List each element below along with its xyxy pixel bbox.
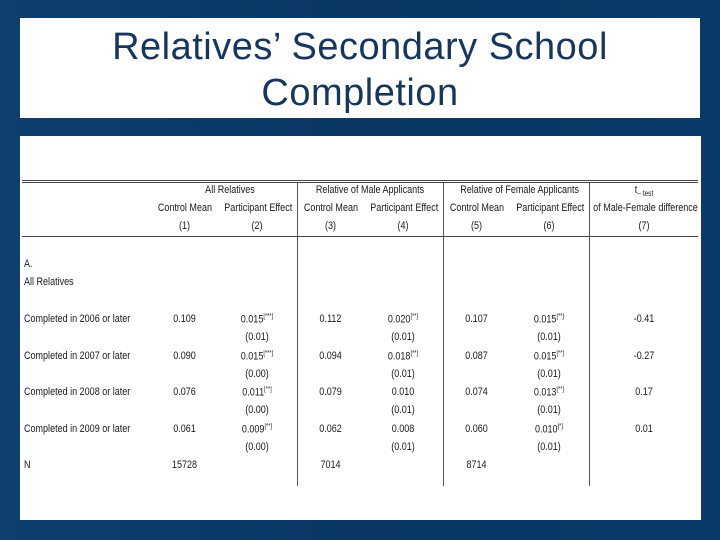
standard-error: (0.01) bbox=[537, 404, 561, 416]
table-cell bbox=[450, 313, 503, 325]
standard-error: (0.00) bbox=[245, 404, 269, 416]
cell-value: 0.013 bbox=[533, 386, 557, 399]
col-number-6: (6) bbox=[543, 220, 555, 232]
cell-value: 0.015 bbox=[240, 313, 264, 326]
cell-value: 0.061 bbox=[173, 422, 196, 435]
significance-marker: [*] bbox=[557, 422, 564, 430]
ttest-header-sub: – test bbox=[637, 189, 654, 199]
col-header-2: Participant Effect bbox=[224, 202, 293, 214]
significance-marker: [***] bbox=[263, 313, 274, 320]
cell-value: 0.087 bbox=[465, 349, 488, 362]
table-cell bbox=[516, 313, 582, 326]
header-rule bbox=[22, 236, 698, 237]
cell-value: 0.020 bbox=[387, 313, 411, 326]
slide-title-line2: Completion bbox=[261, 72, 459, 114]
table-cell bbox=[450, 423, 503, 435]
significance-marker: [**] bbox=[264, 386, 272, 393]
cell-value: 0.074 bbox=[465, 386, 488, 398]
standard-error: (0.01) bbox=[391, 404, 415, 416]
cell-value: 0.018 bbox=[387, 350, 411, 363]
col-header-1: Control Mean bbox=[157, 202, 213, 214]
table-cell bbox=[224, 350, 290, 363]
cell-value: 0.079 bbox=[319, 386, 342, 398]
significance-marker: [**] bbox=[556, 313, 565, 320]
table-cell bbox=[224, 313, 290, 326]
table-cell bbox=[516, 386, 582, 399]
table-cell bbox=[224, 423, 290, 436]
cell-value: 0.076 bbox=[173, 386, 196, 398]
slide-title-line1: Relatives’ Secondary School bbox=[112, 26, 608, 68]
group-header-all: All Relatives bbox=[205, 184, 255, 196]
col-header-6: Participant Effect bbox=[516, 202, 585, 214]
significance-marker: [**] bbox=[264, 422, 273, 430]
cell-value: 0.090 bbox=[173, 349, 196, 362]
table-cell bbox=[516, 423, 582, 436]
divider-3 bbox=[589, 182, 590, 486]
row-label: Completed in 2007 or later bbox=[24, 349, 131, 362]
cell-value: 0.17 bbox=[635, 386, 653, 398]
standard-error: (0.01) bbox=[391, 440, 415, 453]
table-cell bbox=[224, 386, 290, 399]
table-cell bbox=[158, 386, 211, 398]
col-header-5: Control Mean bbox=[449, 202, 505, 214]
section-title: All Relatives bbox=[24, 276, 74, 288]
divider-1 bbox=[297, 182, 298, 486]
col-number-3: (3) bbox=[324, 220, 337, 232]
col-number-2: (2) bbox=[251, 220, 263, 232]
title-box bbox=[20, 18, 700, 118]
cell-value: -0.41 bbox=[633, 313, 655, 325]
table-cell bbox=[370, 350, 436, 363]
standard-error: (0.00) bbox=[245, 440, 269, 453]
cell-value: 0.008 bbox=[391, 422, 415, 435]
col-header-4: Participant Effect bbox=[370, 202, 439, 214]
col-header-3: Control Mean bbox=[303, 202, 359, 214]
col-number-7: (7) bbox=[638, 220, 650, 232]
row-label: Completed in 2008 or later bbox=[24, 386, 131, 398]
table-cell bbox=[370, 386, 436, 398]
cell-value: 0.011 bbox=[242, 386, 265, 399]
table-cell bbox=[370, 313, 436, 326]
significance-marker: [***] bbox=[263, 349, 274, 357]
table-cell bbox=[304, 386, 357, 398]
cell-value: 0.094 bbox=[319, 349, 342, 362]
n-label: N bbox=[24, 459, 31, 471]
table-cell bbox=[603, 423, 685, 435]
col-header-7: of Male-Female difference bbox=[593, 202, 698, 214]
cell-value: 0.015 bbox=[533, 350, 557, 363]
significance-marker: [**] bbox=[410, 349, 419, 357]
standard-error: (0.01) bbox=[537, 331, 561, 343]
cell-value: 0.062 bbox=[319, 422, 342, 435]
section-label: A. bbox=[24, 258, 33, 270]
top-rule bbox=[22, 180, 698, 181]
table-cell bbox=[603, 313, 685, 325]
row-label: Completed in 2009 or later bbox=[24, 422, 131, 435]
standard-error: (0.01) bbox=[245, 331, 269, 343]
standard-error: (0.00) bbox=[245, 367, 269, 380]
n-value-all: 15728 bbox=[171, 459, 198, 471]
table-cell bbox=[158, 423, 211, 435]
cell-value: 0.112 bbox=[319, 313, 342, 325]
ttest-header bbox=[603, 184, 685, 198]
table-cell bbox=[304, 423, 357, 435]
slide-title bbox=[20, 24, 700, 116]
cell-value: 0.010 bbox=[391, 386, 415, 398]
standard-error: (0.01) bbox=[537, 367, 561, 380]
col-number-4: (4) bbox=[397, 220, 409, 232]
significance-marker: [**] bbox=[556, 386, 565, 393]
cell-value: -0.27 bbox=[633, 349, 655, 362]
top-rule-double bbox=[22, 182, 698, 183]
col-number-1: (1) bbox=[178, 220, 191, 232]
significance-marker: [**] bbox=[410, 313, 419, 320]
table-cell bbox=[158, 313, 211, 325]
standard-error: (0.01) bbox=[537, 440, 561, 453]
group-header-male: Relative of Male Applicants bbox=[315, 184, 425, 196]
cell-value: 0.109 bbox=[173, 313, 196, 325]
standard-error: (0.01) bbox=[391, 331, 415, 343]
table-cell bbox=[158, 350, 211, 362]
significance-marker: [**] bbox=[556, 349, 565, 357]
standard-error: (0.01) bbox=[391, 367, 415, 380]
divider-2 bbox=[443, 182, 444, 486]
cell-value: 0.010 bbox=[534, 423, 558, 436]
table-cell bbox=[603, 386, 685, 398]
cell-value: 0.015 bbox=[240, 350, 264, 363]
cell-value: 0.107 bbox=[465, 313, 488, 325]
table-cell bbox=[304, 350, 357, 362]
col-number-5: (5) bbox=[470, 220, 483, 232]
cell-value: 0.060 bbox=[465, 422, 488, 435]
table-cell bbox=[450, 350, 503, 362]
cell-value: 0.01 bbox=[635, 422, 653, 435]
ttest-header-main: t bbox=[634, 184, 638, 196]
table-cell bbox=[603, 350, 685, 362]
table-cell bbox=[516, 350, 582, 363]
cell-value: 0.015 bbox=[533, 313, 557, 326]
table-cell bbox=[304, 313, 357, 325]
table-cell bbox=[370, 423, 436, 435]
table-cell bbox=[450, 386, 503, 398]
n-value-male: 7014 bbox=[320, 459, 341, 471]
group-header-female: Relative of Female Applicants bbox=[460, 184, 580, 196]
cell-value: 0.009 bbox=[241, 423, 265, 436]
n-value-female: 8714 bbox=[466, 459, 487, 471]
row-label: Completed in 2006 or later bbox=[24, 313, 131, 325]
